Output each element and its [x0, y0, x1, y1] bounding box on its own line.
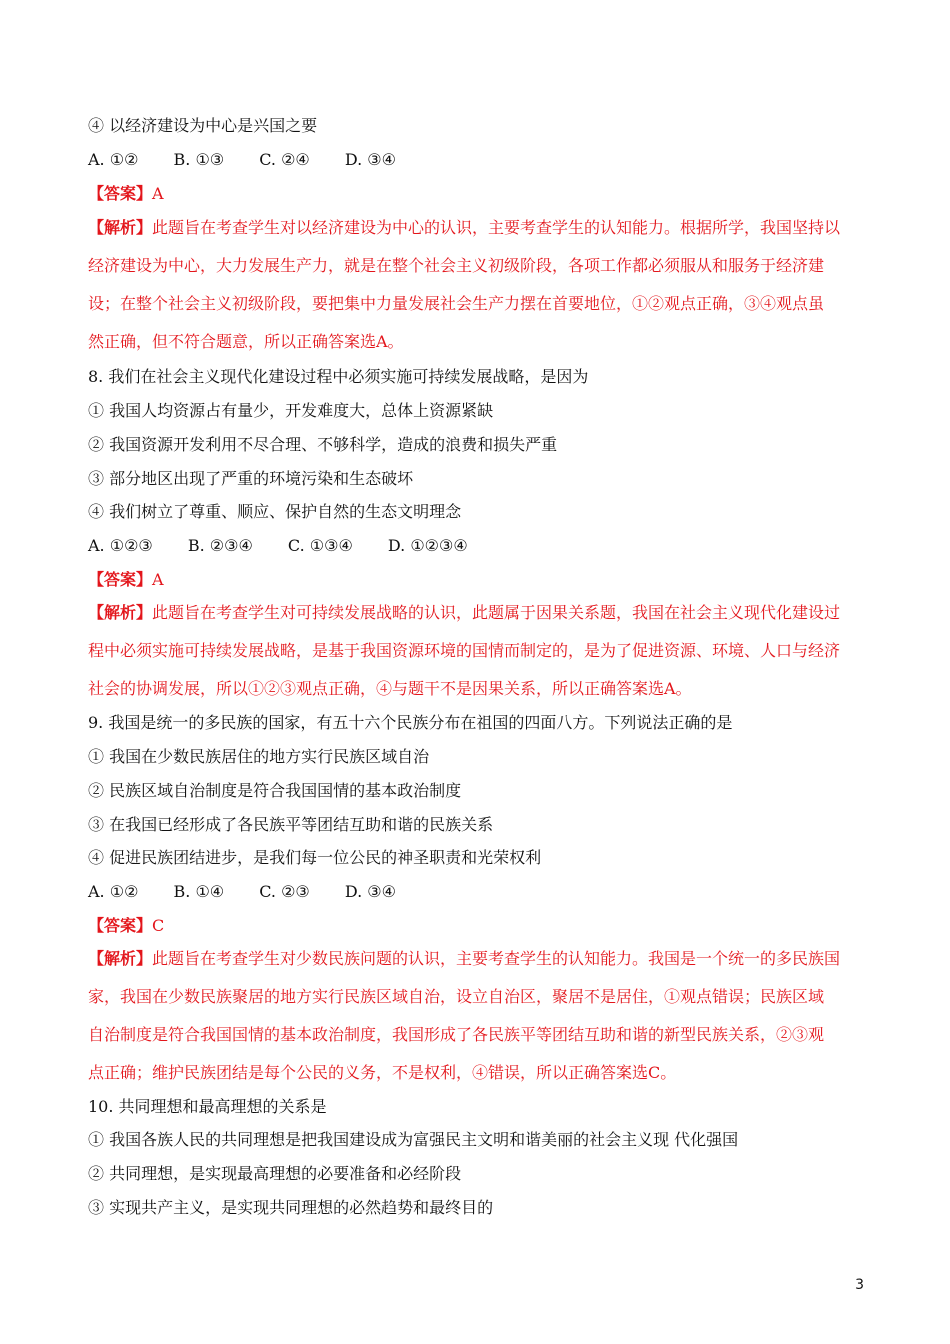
q8-item-2: ② 我国资源开发利用不尽合理、不够科学，造成的浪费和损失严重 — [88, 435, 558, 454]
option-c: C. ①③④ — [287, 536, 353, 555]
option-a: A. ①② — [88, 882, 139, 901]
analysis-text: 此题旨在考查学生对以经济建设为中心的认识，主要考查学生的认知能力。根据所学，我国坚持以 — [152, 218, 841, 237]
analysis-tag: 【解析】 — [88, 603, 153, 622]
answer-tag: 【答案】 — [88, 184, 153, 203]
analysis-tag: 【解析】 — [88, 949, 153, 968]
q8-analysis-line-1 — [88, 602, 868, 624]
q9-analysis-line-1 — [88, 948, 868, 970]
option-c: C. ②③ — [259, 882, 310, 901]
option-b: B. ②③④ — [187, 536, 253, 555]
q9-item-4: ④ 促进民族团结进步，是我们每一位公民的神圣职责和光荣权利 — [88, 848, 542, 867]
prev-question-options — [88, 149, 868, 171]
option-b: B. ①④ — [173, 882, 225, 901]
option-c: C. ②④ — [259, 150, 310, 169]
answer-value: A — [152, 184, 164, 203]
analysis-tag: 【解析】 — [88, 218, 153, 237]
analysis-text: 此题旨在考查学生对少数民族问题的认识，主要考查学生的认知能力。我国是一个统一的多民族国 — [152, 949, 841, 968]
option-b: B. ①③ — [173, 150, 225, 169]
q9-item-2: ② 民族区域自治制度是符合我国国情的基本政治制度 — [88, 781, 462, 800]
q9-analysis-line-3: 自治制度是符合我国国情的基本政治制度，我国形成了各民族平等团结互助和谐的新型民族关系，②③观 — [88, 1025, 825, 1044]
q9-item-3: ③ 在我国已经形成了各民族平等团结互助和谐的民族关系 — [88, 815, 494, 834]
q10-stem: 10. 共同理想和最高理想的关系是 — [88, 1097, 327, 1116]
answer-tag: 【答案】 — [88, 570, 153, 589]
q8-options — [88, 535, 868, 557]
prev-question-analysis-line-3: 设；在整个社会主义初级阶段，要把集中力量发展社会生产力摆在首要地位，①②观点正确，③④观点虽 — [88, 294, 825, 313]
answer-value: C — [152, 916, 165, 935]
prev-question-analysis-line-2: 经济建设为中心，大力发展生产力，就是在整个社会主义初级阶段，各项工作都必须服从和服务于经济建 — [88, 256, 825, 275]
q10-item-3: ③ 实现共产主义，是实现共同理想的必然趋势和最终目的 — [88, 1198, 494, 1217]
q9-options — [88, 881, 868, 903]
q8-analysis-line-2: 程中必须实施可持续发展战略，是基于我国资源环境的国情而制定的，是为了促进资源、环境、人口与经济 — [88, 641, 841, 660]
q8-item-1: ① 我国人均资源占有量少，开发难度大，总体上资源紧缺 — [88, 401, 494, 420]
option-d: D. ①②③④ — [387, 536, 468, 555]
q8-item-4: ④ 我们树立了尊重、顺应、保护自然的生态文明理念 — [88, 502, 462, 521]
option-a: A. ①② — [88, 150, 139, 169]
q8-analysis-line-3: 社会的协调发展，所以①②③观点正确，④与题干不是因果关系，所以正确答案选A。 — [88, 679, 692, 698]
q9-analysis-line-2: 家，我国在少数民族聚居的地方实行民族区域自治，设立自治区，聚居不是居住，①观点错误；民族区域 — [88, 987, 825, 1006]
q8-item-3: ③ 部分地区出现了严重的环境污染和生态破坏 — [88, 469, 414, 488]
prev-question-analysis-line-4: 然正确，但不符合题意，所以正确答案选A。 — [88, 332, 404, 351]
page-number: 3 — [855, 1277, 864, 1293]
prev-question-answer — [88, 183, 868, 205]
q9-item-1: ① 我国在少数民族居住的地方实行民族区域自治 — [88, 747, 430, 766]
option-d: D. ③④ — [344, 150, 396, 169]
q9-answer — [88, 915, 868, 937]
q10-item-1: ① 我国各族人民的共同理想是把我国建设成为富强民主文明和谐美丽的社会主义现 代化强国 — [88, 1130, 739, 1149]
q8-answer — [88, 569, 868, 591]
q9-analysis-line-4: 点正确；维护民族团结是每个公民的义务，不是权利，④错误，所以正确答案选C。 — [88, 1063, 677, 1082]
q8-stem: 8. 我们在社会主义现代化建设过程中必须实施可持续发展战略，是因为 — [88, 367, 589, 386]
q9-stem: 9. 我国是统一的多民族的国家，有五十六个民族分布在祖国的四面八方。下列说法正确的是 — [88, 713, 733, 732]
option-d: D. ③④ — [344, 882, 396, 901]
prev-question-item-4: ④ 以经济建设为中心是兴国之要 — [88, 116, 318, 135]
q10-item-2: ② 共同理想，是实现最高理想的必要准备和必经阶段 — [88, 1164, 462, 1183]
answer-value: A — [152, 570, 164, 589]
analysis-text: 此题旨在考查学生对可持续发展战略的认识，此题属于因果关系题，我国在社会主义现代化建设过 — [152, 603, 841, 622]
option-a: A. ①②③ — [88, 536, 153, 555]
prev-question-analysis-line-1 — [88, 217, 868, 239]
answer-tag: 【答案】 — [88, 916, 153, 935]
